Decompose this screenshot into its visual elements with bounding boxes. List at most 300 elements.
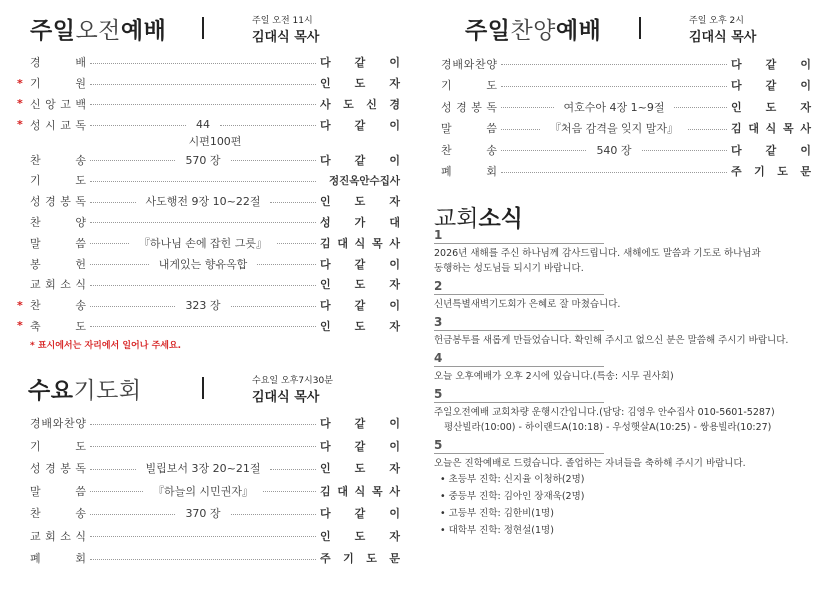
order-name [30, 415, 86, 431]
dotted-leader [90, 536, 316, 537]
order-name [30, 528, 86, 544]
order-leader [86, 423, 320, 424]
char: 식 [354, 236, 366, 250]
order-row [441, 139, 811, 161]
char: 교 [60, 118, 71, 132]
sunday-morning-title: 주일오전예배 [30, 18, 167, 44]
news-item [434, 229, 814, 276]
news-number: 3 [434, 316, 604, 331]
sunday-praise-header [465, 12, 825, 52]
char: 폐 [441, 165, 452, 179]
dotted-leader [257, 264, 316, 265]
char: 원 [75, 77, 86, 91]
order-name [30, 483, 86, 499]
char: 다 [320, 439, 331, 453]
char: 다 [731, 79, 742, 93]
order-leader [86, 297, 320, 313]
char: 씀 [75, 484, 86, 498]
order-name [30, 193, 86, 209]
char: 찬 [30, 507, 41, 521]
wednesday-title: 수요기도회 [28, 378, 142, 404]
order-name [30, 276, 86, 292]
char: 자 [389, 77, 400, 91]
char: 배 [75, 56, 86, 70]
order-leader [86, 445, 320, 446]
char: 이 [800, 79, 811, 93]
standing-mark: * [17, 319, 23, 333]
order-leader-name [320, 528, 400, 544]
order-leader-name [731, 99, 811, 115]
order-leader-name [320, 117, 400, 133]
order-leader-name [320, 256, 400, 272]
order-name [30, 550, 86, 566]
char: 고 [60, 97, 71, 111]
order-detail: 사도행전 9장 10~22절 [140, 193, 267, 209]
order-leader [497, 85, 731, 86]
char: 대 [389, 215, 400, 229]
order-leader-name [320, 54, 400, 70]
char: 찬 [474, 57, 486, 71]
char: 목 [371, 484, 383, 498]
order-detail: 540 장 [590, 142, 637, 158]
news-text: 신년특별새벽기도회가 은혜로 잘 마쳤습니다. [434, 299, 621, 310]
char: 이 [389, 153, 400, 167]
news-title: 교회소식 [434, 206, 523, 232]
order-name [30, 235, 86, 251]
dotted-leader [501, 107, 554, 108]
order-leader [86, 235, 320, 251]
order-row [17, 73, 400, 94]
news-number: 1 [434, 229, 604, 244]
order-detail: 『하나님 손에 잡힌 그릇』 [133, 235, 273, 251]
order-row [30, 274, 400, 295]
order-name [30, 117, 86, 133]
char: 앙 [45, 97, 56, 111]
order-row [441, 96, 811, 118]
order-name [441, 163, 497, 179]
dotted-leader [231, 514, 316, 515]
char: 인 [320, 529, 331, 543]
char: 경 [30, 56, 41, 70]
char: 배 [41, 417, 52, 431]
dotted-leader [90, 243, 129, 244]
order-leader-name [320, 276, 400, 292]
order-leader-name [320, 550, 400, 566]
news-bullet: • 중등부 진학: 김아인 장재욱(2명) [440, 491, 585, 502]
char: 회 [45, 278, 56, 292]
order-name [30, 297, 86, 313]
order-name [30, 256, 86, 272]
order-row [17, 94, 400, 115]
char: 도 [343, 97, 354, 111]
dotted-leader [642, 150, 727, 151]
dotted-leader [231, 306, 316, 307]
dotted-leader [277, 243, 316, 244]
char: 찬 [63, 417, 75, 431]
title-divider [202, 377, 204, 399]
char: 소 [60, 529, 71, 543]
news-text: 동행하는 성도님들 되시기 바랍니다. [434, 263, 584, 274]
char: 독 [486, 100, 497, 114]
news-text: 2026년 새해를 주신 하나님께 감사드립니다. 새해에도 말씀과 기도로 하나님과 [434, 248, 761, 259]
char: 주 [320, 552, 331, 566]
char: 이 [389, 118, 400, 132]
order-row [30, 412, 400, 435]
sunday-morning-header [30, 12, 410, 52]
char: 인 [731, 100, 742, 114]
char: 다 [320, 56, 331, 70]
char: 찬 [441, 143, 452, 157]
order-leader [86, 325, 320, 326]
order-row [30, 547, 400, 570]
news-item [434, 388, 814, 435]
char: 경 [441, 57, 452, 71]
char: 사 [800, 122, 811, 136]
char: 이 [389, 56, 400, 70]
order-leader [86, 558, 320, 559]
order-leader [497, 63, 731, 64]
service-pastor: 김대식 목사 [689, 30, 757, 45]
order-leader [86, 460, 320, 476]
order-name [30, 152, 86, 168]
dotted-leader [501, 172, 727, 173]
order-leader-name [320, 483, 400, 499]
wednesday-header [28, 372, 408, 412]
char: 김 [320, 236, 331, 250]
char: 김 [320, 484, 331, 498]
order-name [30, 214, 86, 230]
char: 자 [800, 100, 811, 114]
char: 같 [765, 57, 777, 71]
standing-note: * 표시에서는 자리에서 일어나 주세요. [30, 341, 182, 351]
dotted-leader [231, 160, 316, 161]
char: 와 [52, 417, 64, 431]
order-leader-name [320, 318, 400, 334]
char: 말 [30, 484, 41, 498]
news-item [434, 439, 814, 539]
order-row [30, 149, 400, 170]
char: 도 [777, 165, 788, 179]
char: 자 [389, 195, 400, 209]
order-name [30, 75, 86, 91]
char: 경 [30, 417, 41, 431]
order-row [30, 253, 400, 274]
char: 기 [343, 552, 354, 566]
dotted-leader [90, 285, 316, 286]
order-row [30, 457, 400, 480]
news-bullet: • 초등부 진학: 신지율 이청하(2명) [440, 474, 585, 485]
char: 백 [75, 97, 86, 111]
order-subline: 시편100편 [188, 135, 242, 149]
char: 사 [389, 484, 400, 498]
news-number: 2 [434, 280, 604, 295]
char: 식 [765, 122, 777, 136]
order-row [30, 435, 400, 458]
service-time: 주일 오후 2시 [689, 16, 744, 26]
char: 회 [486, 165, 497, 179]
order-leader [497, 142, 731, 158]
order-row [441, 53, 811, 75]
char: 기 [30, 439, 41, 453]
order-leader-name [320, 152, 400, 168]
char: 성 [320, 215, 331, 229]
title-divider [202, 17, 204, 39]
char: 성 [30, 195, 41, 209]
char: 다 [320, 299, 331, 313]
char: 다 [320, 507, 331, 521]
dotted-leader [674, 107, 727, 108]
char: 자 [389, 319, 400, 333]
order-row [30, 191, 400, 212]
char: 같 [354, 56, 366, 70]
order-name [30, 460, 86, 476]
sunday-morning-order [17, 52, 400, 336]
char: 기 [441, 79, 452, 93]
char: 독 [75, 195, 86, 209]
order-leader [86, 62, 320, 63]
order-name [441, 56, 497, 72]
char: 양 [486, 57, 497, 71]
order-detail: 『하늘의 시민권자』 [147, 483, 259, 499]
dotted-leader [90, 104, 316, 105]
char: 송 [75, 507, 86, 521]
dotted-leader [501, 150, 586, 151]
char: 식 [75, 529, 86, 543]
char: 인 [320, 462, 331, 476]
char: 사 [320, 97, 331, 111]
char: 도 [75, 319, 86, 333]
order-leader [497, 120, 731, 136]
char: 축 [30, 319, 41, 333]
order-leader [86, 152, 320, 168]
char: 송 [75, 153, 86, 167]
char: 배 [452, 57, 463, 71]
order-row [30, 52, 400, 73]
standing-mark: * [17, 298, 23, 312]
char: 같 [354, 257, 366, 271]
order-leader-name [320, 297, 400, 313]
char: 도 [354, 77, 366, 91]
sunday-praise-order [441, 53, 811, 182]
dotted-leader [90, 63, 316, 64]
order-detail: 323 장 [179, 297, 226, 313]
order-row [17, 114, 400, 135]
char: 다 [320, 118, 331, 132]
order-row [441, 75, 811, 97]
sunday-praise-title: 주일찬양예배 [465, 18, 602, 44]
order-leader-name [731, 120, 811, 136]
char: 경 [389, 97, 400, 111]
dotted-leader [90, 84, 316, 85]
order-detail: 370 장 [179, 505, 226, 521]
char: 소 [60, 278, 71, 292]
char: 인 [320, 195, 331, 209]
dotted-leader [90, 559, 316, 560]
order-name [30, 318, 86, 334]
order-leader-name [320, 505, 400, 521]
order-leader-name [731, 142, 811, 158]
char: 도 [354, 462, 366, 476]
char: 송 [75, 299, 86, 313]
char: 도 [765, 100, 777, 114]
order-leader [86, 505, 320, 521]
char: 도 [354, 529, 366, 543]
char: 경 [456, 100, 467, 114]
dotted-leader [688, 129, 727, 130]
order-leader [497, 99, 731, 115]
order-leader [86, 256, 320, 272]
order-leader-name [320, 438, 400, 454]
dotted-leader [90, 181, 316, 182]
char: 신 [366, 97, 377, 111]
char: 같 [354, 439, 366, 453]
char: 도 [75, 439, 86, 453]
order-leader [86, 180, 320, 181]
order-name [441, 142, 497, 158]
char: 성 [441, 100, 452, 114]
order-name [441, 77, 497, 93]
char: 찬 [30, 215, 41, 229]
order-name [30, 172, 86, 188]
order-detail: 『처음 감격을 잊지 말자』 [544, 120, 684, 136]
char: 같 [354, 417, 366, 431]
char: 씀 [486, 122, 497, 136]
char: 같 [765, 143, 777, 157]
char: 같 [354, 299, 366, 313]
char: 이 [800, 143, 811, 157]
dotted-leader [263, 491, 316, 492]
char: 독 [75, 462, 86, 476]
char: 이 [389, 257, 400, 271]
char: 인 [320, 319, 331, 333]
standing-mark: * [17, 76, 23, 90]
char: 도 [486, 79, 497, 93]
char: 기 [754, 165, 765, 179]
order-leader-name [731, 163, 811, 179]
order-leader [86, 221, 320, 222]
service-time: 주일 오전 11시 [252, 16, 313, 26]
char: 경 [45, 462, 56, 476]
news-text: 주일오전예배 교회차량 운행시간입니다.(담당: 김영우 안수집사 010-5601-5287) [434, 407, 775, 418]
char: 다 [320, 257, 331, 271]
dotted-leader [90, 160, 175, 161]
char: 봉 [30, 257, 41, 271]
service-time: 수요일 오후7시30분 [252, 376, 333, 386]
order-leader [86, 284, 320, 285]
char: 경 [45, 195, 56, 209]
char: 이 [800, 57, 811, 71]
char: 다 [320, 153, 331, 167]
order-leader-name [320, 96, 400, 112]
char: 헌 [75, 257, 86, 271]
order-name [30, 96, 86, 112]
order-name [441, 99, 497, 115]
dotted-leader [501, 86, 727, 87]
news-subtext: 평산빌라(10:00) - 하이랜드A(10:18) - 우성햇살A(10:25) - 쌍용빌라(10:27) [444, 422, 772, 433]
char: 자 [389, 278, 400, 292]
char: 씀 [75, 236, 86, 250]
dotted-leader [270, 202, 316, 203]
news-item [434, 280, 814, 312]
dotted-leader [501, 129, 540, 130]
order-leader-name: 정진옥안수집사 [328, 174, 400, 187]
char: 대 [337, 236, 348, 250]
char: 가 [354, 215, 366, 229]
char: 찬 [30, 299, 41, 313]
char: 봉 [60, 462, 71, 476]
order-row [441, 118, 811, 140]
order-name [30, 54, 86, 70]
order-name [441, 120, 497, 136]
standing-mark: * [17, 118, 23, 132]
char: 같 [354, 153, 366, 167]
order-leader [86, 193, 320, 209]
char: 독 [75, 118, 86, 132]
order-leader-name [320, 235, 400, 251]
news-bullet: • 고등부 진학: 김한비(1명) [440, 508, 554, 519]
news-bullet: • 대학부 진학: 정현설(1명) [440, 525, 554, 536]
char: 찬 [30, 153, 41, 167]
order-leader [497, 171, 731, 172]
dotted-leader [90, 125, 186, 126]
news-number: 5 [434, 439, 604, 454]
order-leader-name [320, 214, 400, 230]
char: 도 [354, 319, 366, 333]
order-leader [86, 103, 320, 104]
char: 목 [371, 236, 383, 250]
char: 신 [30, 97, 41, 111]
order-detail: 여호수아 4장 1~9절 [558, 99, 671, 115]
char: 문 [800, 165, 811, 179]
service-pastor: 김대식 목사 [252, 30, 320, 45]
char: 성 [30, 118, 41, 132]
dotted-leader [90, 469, 136, 470]
char: 기 [30, 77, 41, 91]
news-list [434, 229, 814, 543]
order-leader [86, 118, 320, 131]
char: 식 [354, 484, 366, 498]
char: 봉 [471, 100, 482, 114]
dotted-leader [270, 469, 316, 470]
char: 도 [366, 552, 377, 566]
char: 인 [320, 278, 331, 292]
char: 봉 [60, 195, 71, 209]
char: 주 [731, 165, 742, 179]
char: 목 [782, 122, 794, 136]
dotted-leader [90, 514, 175, 515]
char: 와 [463, 57, 475, 71]
order-leader-name [320, 460, 400, 476]
news-text: 오늘 오후예배가 오후 2시에 있습니다.(특송: 시무 권사회) [434, 371, 674, 382]
dotted-leader [90, 222, 316, 223]
dotted-leader [501, 64, 727, 65]
order-leader-name [320, 193, 400, 209]
news-item [434, 316, 814, 348]
order-row [30, 212, 400, 233]
order-row [30, 480, 400, 503]
dotted-leader [90, 446, 316, 447]
order-leader-name [320, 415, 400, 431]
news-item [434, 352, 814, 384]
char: 회 [75, 552, 86, 566]
order-detail: 44 [190, 118, 216, 131]
order-leader [86, 535, 320, 536]
char: 같 [354, 507, 366, 521]
char: 이 [389, 507, 400, 521]
title-divider [639, 17, 641, 39]
standing-mark: * [17, 97, 23, 111]
char: 사 [389, 236, 400, 250]
